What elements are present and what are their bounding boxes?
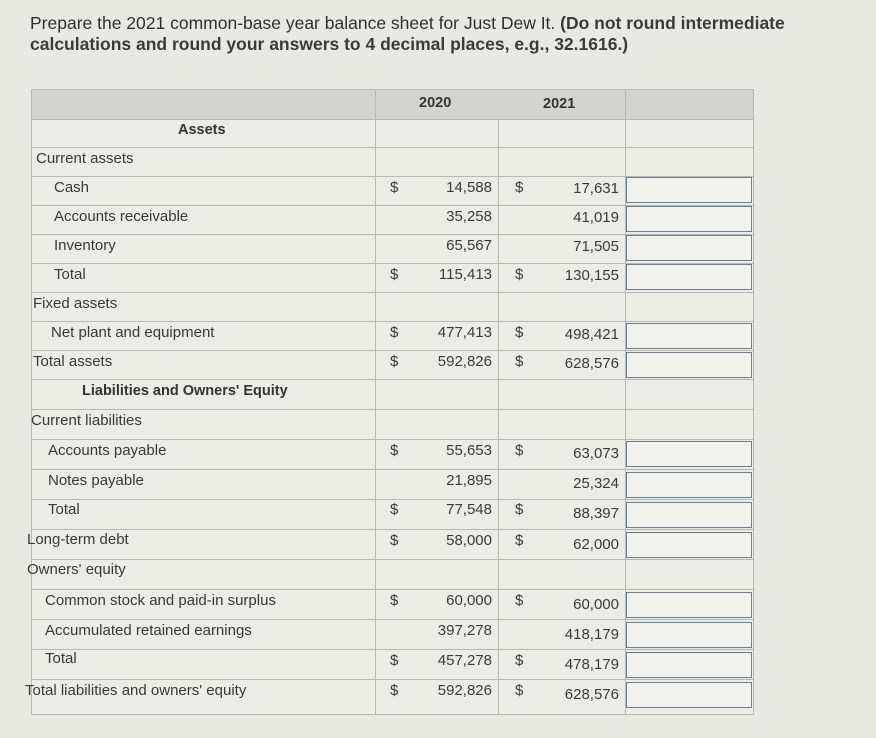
- dollar-sign: $: [515, 266, 524, 283]
- row-label: Fixed assets: [33, 295, 118, 312]
- row-label: Current assets: [36, 150, 134, 167]
- value-2021: 25,324: [573, 475, 619, 492]
- value-2021: 17,631: [573, 180, 619, 197]
- answer-input-inventory[interactable]: [626, 235, 752, 261]
- dollar-sign: $: [390, 442, 399, 459]
- dollar-sign: $: [390, 179, 399, 196]
- answer-input-accounts-payable[interactable]: [626, 441, 752, 467]
- row-label: Long-term debt: [27, 531, 129, 548]
- dollar-sign: $: [515, 501, 524, 518]
- value-2021: 41,019: [573, 209, 619, 226]
- value-2020: 592,826: [437, 353, 492, 370]
- value-2020: 457,278: [437, 652, 492, 669]
- value-2020: 77,548: [446, 501, 492, 518]
- row-label: Total: [45, 650, 77, 667]
- answer-input-total-assets[interactable]: [626, 352, 752, 378]
- answer-input-retained-earnings[interactable]: [626, 622, 752, 648]
- row-label: Total: [48, 501, 80, 518]
- value-2020: 60,000: [446, 592, 492, 609]
- value-2021: 63,073: [573, 445, 619, 462]
- answer-input-long-term-debt[interactable]: [626, 532, 752, 558]
- value-2020: 58,000: [446, 532, 492, 549]
- year-2021-header: 2021: [543, 96, 576, 112]
- answer-input-common-stock[interactable]: [626, 592, 752, 618]
- value-2020: 397,278: [437, 622, 492, 639]
- liabilities-header: Liabilities and Owners' Equity: [82, 383, 288, 399]
- value-2021: 418,179: [564, 626, 619, 643]
- balance-sheet-table: [25, 89, 754, 715]
- dollar-sign: $: [515, 442, 524, 459]
- row-label: Owners' equity: [27, 561, 126, 578]
- value-2020: 477,413: [437, 324, 492, 341]
- value-2020: 115,413: [438, 266, 492, 283]
- answer-input-total-current-assets[interactable]: [626, 264, 752, 290]
- row-label: Net plant and equipment: [51, 324, 215, 341]
- value-2021: 71,505: [573, 238, 619, 255]
- value-2020: 65,567: [446, 237, 492, 254]
- value-2021: 60,000: [573, 596, 619, 613]
- row-label: Accounts payable: [48, 442, 167, 459]
- dollar-sign: $: [515, 652, 524, 669]
- dollar-sign: $: [515, 179, 524, 196]
- row-label: Cash: [54, 179, 90, 196]
- row-label: Current liabilities: [31, 412, 142, 429]
- dollar-sign: $: [515, 682, 524, 699]
- dollar-sign: $: [390, 592, 399, 609]
- dollar-sign: $: [390, 682, 399, 699]
- answer-input-total-liabilities-equity[interactable]: [626, 682, 752, 708]
- row-label: Inventory: [54, 237, 116, 254]
- row-label: Total: [54, 266, 86, 283]
- question-text: [30, 13, 830, 55]
- value-2021: 88,397: [573, 505, 619, 522]
- question-plain: Prepare the 2021 common-base year balance sheet for Just Dew It.: [30, 13, 561, 33]
- question-instructions: (Do not round intermediate calculations and round your answers to 4 decimal places, e.g., 32.1616.): [30, 13, 785, 54]
- dollar-sign: $: [515, 324, 524, 341]
- value-2020: 55,653: [446, 442, 492, 459]
- value-2021: 628,576: [564, 355, 619, 372]
- dollar-sign: $: [515, 353, 524, 370]
- value-2021: 478,179: [564, 656, 619, 673]
- answer-input-net-plant[interactable]: [626, 323, 752, 349]
- dollar-sign: $: [390, 266, 399, 283]
- dollar-sign: $: [390, 501, 399, 518]
- row-label: Total assets: [33, 353, 113, 370]
- row-label: Accounts receivable: [54, 208, 189, 225]
- answer-input-total-owners-equity[interactable]: [626, 652, 752, 678]
- value-2021: 62,000: [573, 536, 619, 553]
- value-2020: 35,258: [446, 208, 492, 225]
- dollar-sign: $: [515, 532, 524, 549]
- row-label: Common stock and paid-in surplus: [45, 592, 276, 609]
- year-2020-header: 2020: [419, 95, 452, 111]
- value-2020: 14,588: [446, 179, 492, 196]
- dollar-sign: $: [390, 652, 399, 669]
- value-2021: 628,576: [564, 686, 619, 703]
- dollar-sign: $: [390, 353, 399, 370]
- value-2021: 130,155: [564, 267, 619, 284]
- answer-input-accounts-receivable[interactable]: [626, 206, 752, 232]
- value-2021: 498,421: [564, 326, 619, 343]
- header-band: [31, 89, 754, 119]
- dollar-sign: $: [390, 532, 399, 549]
- dollar-sign: $: [390, 324, 399, 341]
- row-label: Accumulated retained earnings: [45, 622, 252, 639]
- value-2020: 592,826: [437, 682, 492, 699]
- value-2020: 21,895: [446, 472, 492, 489]
- dollar-sign: $: [515, 592, 524, 609]
- assets-header: Assets: [178, 122, 226, 138]
- answer-input-total-current-liabilities[interactable]: [626, 502, 752, 528]
- answer-input-notes-payable[interactable]: [626, 472, 752, 498]
- row-label: Notes payable: [48, 472, 144, 489]
- answer-input-cash[interactable]: [626, 177, 752, 203]
- row-label: Total liabilities and owners' equity: [25, 682, 247, 699]
